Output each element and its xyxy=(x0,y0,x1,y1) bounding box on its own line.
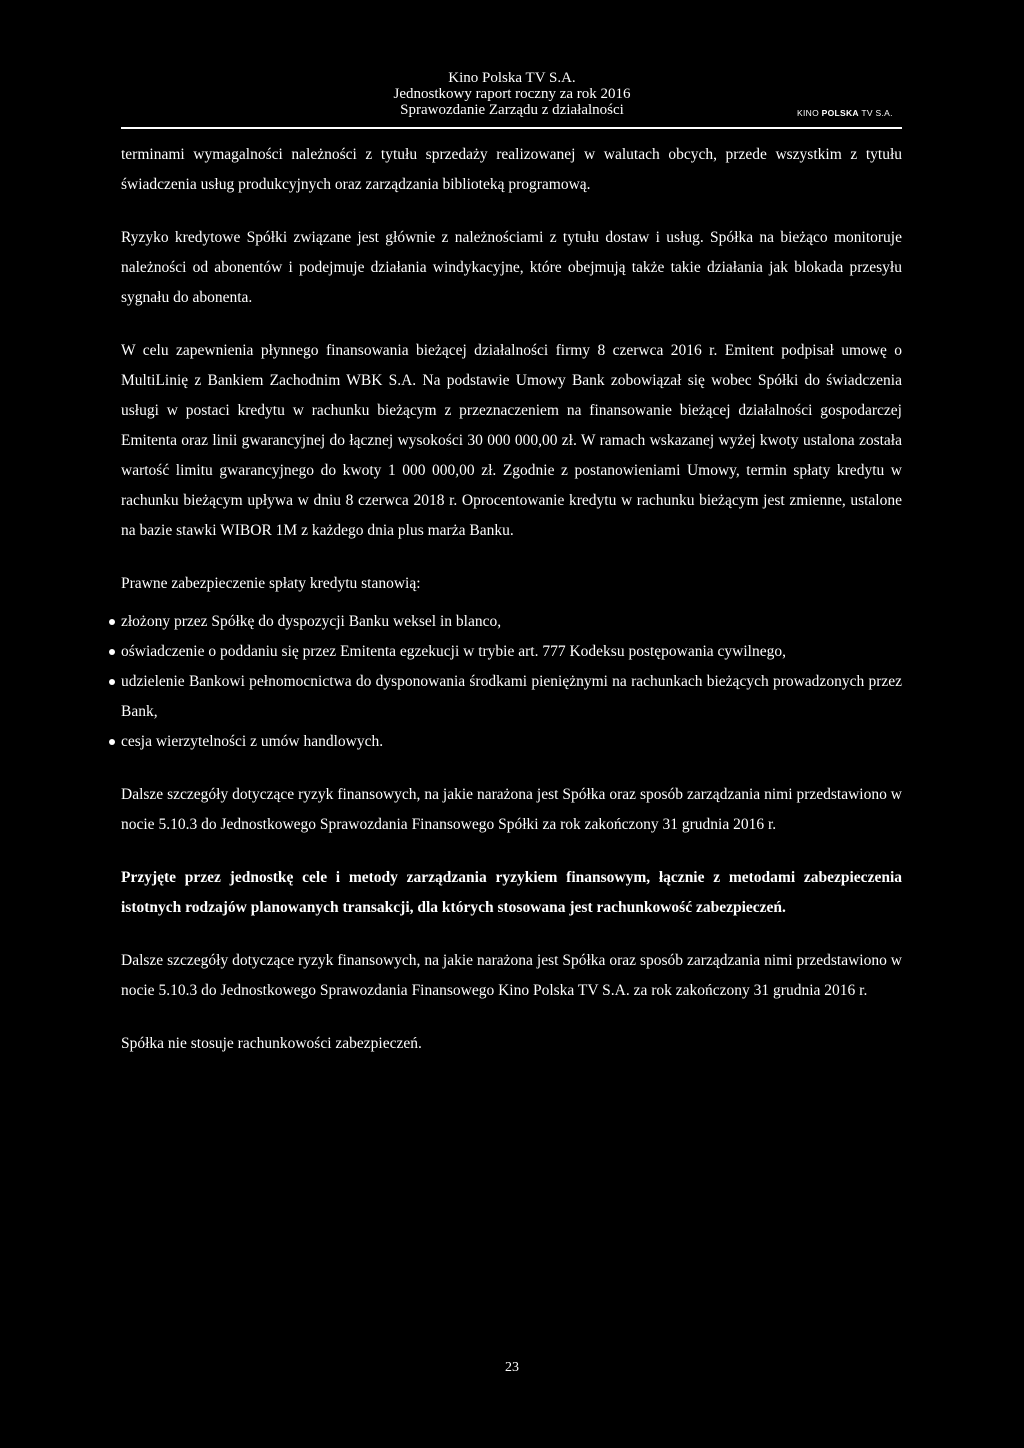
list-item: cesja wierzytelności z umów handlowych. xyxy=(121,727,902,757)
header-section-title: Sprawozdanie Zarządu z działalności xyxy=(400,102,624,118)
list-item: udzielenie Bankowi pełnomocnictwa do dysponowania środkami pieniężnymi na rachunkach bieżących prowadzonych przez Bank, xyxy=(121,667,902,727)
paragraph-financial-risk-note-2: Dalsze szczegóły dotyczące ryzyk finansowych, na jakie narażona jest Spółka oraz sposób zarządzania nimi przedstawiono w nocie 5.10.3 do Jednostkowego Sprawozdania Finansowego Kino Polska TV S.A. za rok zakończony 31 grudnia 2016 r. xyxy=(121,952,902,999)
paragraph-collateral-intro: Prawne zabezpieczenie spłaty kredytu stanowią: xyxy=(121,575,421,592)
header-divider xyxy=(121,127,902,129)
logo-bold: POLSKA xyxy=(821,108,859,118)
logo-prefix: KINO xyxy=(797,108,822,118)
logo-suffix: TV S.A. xyxy=(858,108,893,118)
paragraph-receivables-currency: terminami wymagalności należności z tytułu sprzedaży realizowanej w walutach obcych, przede wszystkim z tytułu świadczenia usług produkcyjnych oraz zarządzania biblioteką programową. xyxy=(121,146,902,193)
collateral-list xyxy=(121,607,902,757)
paragraph-financial-risk-note: Dalsze szczegóły dotyczące ryzyk finansowych, na jakie narażona jest Spółka oraz sposób zarządzania nimi przedstawiono w nocie 5.10.3 do Jednostkowego Sprawozdania Finansowego Spółki za rok zakończony 31 grudnia 2016 r. xyxy=(121,786,902,833)
list-item: złożony przez Spółkę do dyspozycji Banku weksel in blanco, xyxy=(121,607,902,637)
header-company: Kino Polska TV S.A. xyxy=(448,70,576,86)
header-report-title: Jednostkowy raport roczny za rok 2016 xyxy=(393,86,631,102)
page-number: 23 xyxy=(505,1360,519,1375)
document-body xyxy=(121,140,902,1082)
paragraph-no-hedge-accounting: Spółka nie stosuje rachunkowości zabezpieczeń. xyxy=(121,1035,422,1052)
company-logo xyxy=(797,108,893,118)
paragraph-multiline-agreement: W celu zapewnienia płynnego finansowania bieżącej działalności firmy 8 czerwca 2016 r. Emitent podpisał umowę o MultiLinię z Bankiem Zachodnim WBK S.A. Na podstawie Umowy Bank zobowiązał się wobec Spółki do świadczenia usługi w postaci kredytu w rachunku bieżącym z przeznaczeniem na finansowanie bieżącej działalności gospodarczej Emitenta oraz linii gwarancyjnej do łącznej wysokości 30 000 000,00 zł. W ramach wskazanej wyżej kwoty ustalona została wartość limitu gwarancyjnego do kwoty 1 000 000,00 zł. Zgodnie z postanowieniami Umowy, termin spłaty kredytu w rachunku bieżącym upływa w dniu 8 czerwca 2018 r. Oprocentowanie kredytu w rachunku bieżącym jest zmienne, ustalone na bazie stawki WIBOR 1M z każdego dnia plus marża Banku. xyxy=(121,342,902,539)
paragraph-credit-risk: Ryzyko kredytowe Spółki związane jest głównie z należnościami z tytułu dostaw i usług. Spółka na bieżąco monitoruje należności od abonentów i podejmuje działania windykacyjne, które obejmują także takie działania jak blokada przesyłu sygnału do abonenta. xyxy=(121,229,902,306)
list-item: oświadczenie o poddaniu się przez Emitenta egzekucji w trybie art. 777 Kodeksu postępowania cywilnego, xyxy=(121,637,902,667)
section-heading-hedging: Przyjęte przez jednostkę cele i metody zarządzania ryzykiem finansowym, łącznie z metodami zabezpieczenia istotnych rodzajów planowanych transakcji, dla których stosowana jest rachunkowość zabezpieczeń. xyxy=(121,869,902,916)
